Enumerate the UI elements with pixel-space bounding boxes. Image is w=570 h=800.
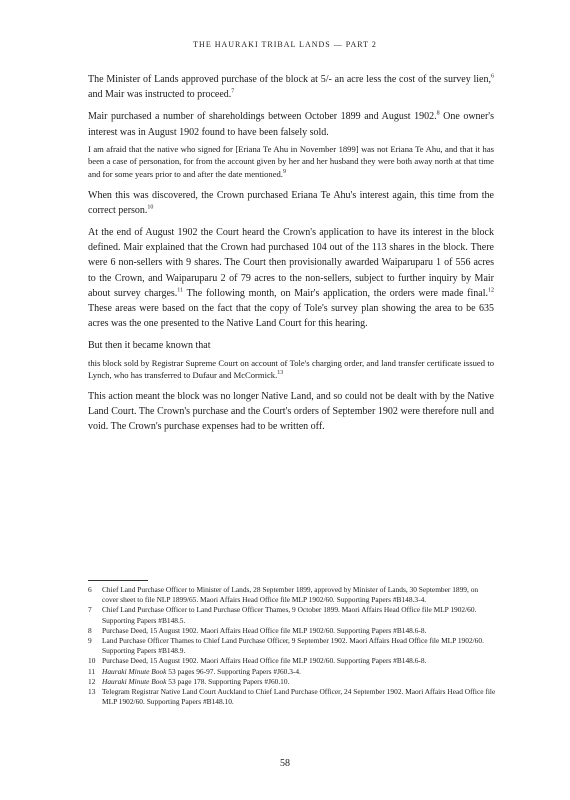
footnote-ref[interactable]: 8 xyxy=(436,111,440,118)
paragraph-5: But then it became known that xyxy=(88,340,211,352)
page-number: 58 xyxy=(280,758,290,769)
footnote-ref[interactable]: 13 xyxy=(277,370,284,377)
footnote: 12 Hauraki Minute Book 53 page 178. Supporting Papers #J60.10. xyxy=(88,676,290,686)
footnote-ref[interactable]: 9 xyxy=(282,169,286,176)
footnote-divider xyxy=(88,580,148,581)
footnote-ref[interactable]: 11 xyxy=(177,287,184,294)
footnote-ref[interactable]: 7 xyxy=(231,88,235,95)
footnote: 13 Telegram Registrar Native Land Court Auckland to Chief Land Purchase Officer, 24 September 1902. Maori Affairs Head Office file MLP 1902/60. Supporting Papers #B148.10. xyxy=(88,687,496,707)
footnote: 9 Land Purchase Officer Thames to Chief Land Purchase Officer, 9 September 1902. Maori Affairs Head Office file MLP 1902/60. Supporting Papers #B148.9. xyxy=(88,636,484,656)
footnotes xyxy=(88,585,496,707)
paragraph-4: At the end of August 1902 the Court heard the Crown's application to have its interest in the block defined. Mair explained that the Crown had purchased 104 out of the 113 shares in the block. There were 6 non-sellers with 9 shares. The Court then provisionally awarded Waiparuparu 1 of 556 acres to the Crown, and Waiparuparu 2 of 79 acres to the non-sellers, subject to further inquiry by Mair about survey charges.$^{11}$ The following month, on Mair's application, the orders were made final.$^{12}$ These areas were based on the fact that the copy of Tole's survey plan showing the area to be 635 acres was the one presented to the Native Land Court for this hearing. xyxy=(88,227,494,330)
footnote: 7 Chief Land Purchase Officer to Land Purchase Officer Thames, 9 October 1899. Maori Affairs Head Office file MLP 1902/60. Supporting Papers #B148.5. xyxy=(88,605,477,625)
footnote: 8 Purchase Deed, 15 August 1902. Maori Affairs Head Office file MLP 1902/60. Supporting Papers #B148.6-8. xyxy=(88,625,427,635)
running-header: THE HAURAKI TRIBAL LANDS — PART 2 xyxy=(193,40,377,49)
footnote-ref[interactable]: 10 xyxy=(147,204,154,211)
footnote: 6 Chief Land Purchase Officer to Minister of Lands, 28 September 1899, approved by Minister of Lands, 30 September 1899, on cover sheet to file NLP 1899/65. Maori Affairs Head Office file MLP 1902/60. Supporting Papers #B148.3-4. xyxy=(88,585,479,605)
footnote: 11 Hauraki Minute Book 53 pages 96-97. Supporting Papers #J60.3-4. xyxy=(88,666,301,676)
paragraph-3: When this was discovered, the Crown purchased Eriana Te Ahu's interest again, this time from the correct person.$^{10}$ xyxy=(88,189,494,216)
main-text xyxy=(88,72,494,441)
paragraph-1: The Minister of Lands approved purchase of the block at 5/- an acre less the cost of the survey lien,$^6$ and Mair was instructed to proceed.$^7$ xyxy=(88,73,494,101)
footnote-ref[interactable]: 6 xyxy=(491,73,494,80)
paragraph-2: Mair purchased a number of shareholdings between October 1899 and August 1902.$^8$ One owner's interest was in August 1902 found to have been falsely sold. xyxy=(88,111,495,138)
block-quote-1: I am afraid that the native who signed for [Eriana Te Ahu in November 1899] was not Eriana Te Ahu, and that it has been a case of personation, for from the account given by her and her husband they were both away north at that time and for some years prior to and after the date mentioned.$^9$ xyxy=(88,143,494,179)
paragraph-6: This action meant the block was no longer Native Land, and so could not be dealt with by the Native Land Court. The Crown's purchase and the Court's orders of September 1902 were therefore null and void. The Crown's purchase expenses had to be written off. xyxy=(88,390,494,433)
footnote: 10 Purchase Deed, 15 August 1902. Maori Affairs Head Office file MLP 1902/60. Supporting Papers #B148.6-8. xyxy=(88,656,427,666)
footnote-ref[interactable]: 12 xyxy=(488,287,494,294)
block-quote-2: this block sold by Registrar Supreme Court on account of Tole's charging order, and land transfer certificate issued to Lynch, who has transferred to Dufaur and McCormick.$^{13}$ xyxy=(88,357,494,381)
